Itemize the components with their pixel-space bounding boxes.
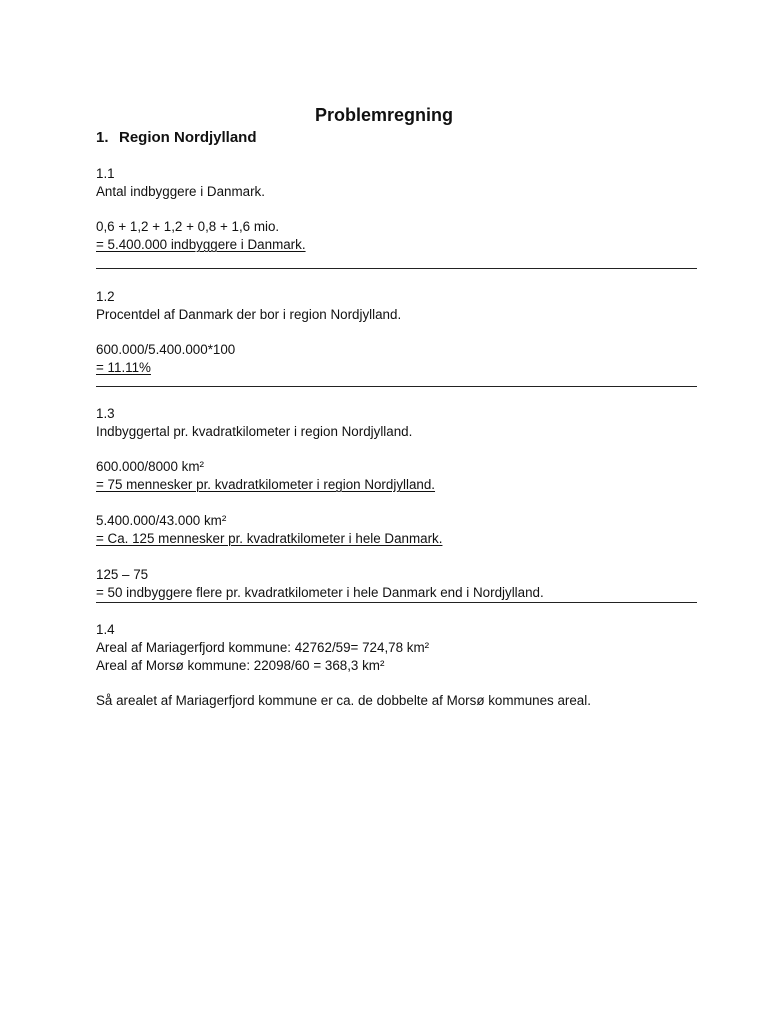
section-heading [96,128,257,148]
q1-3-result-1: = 75 mennesker pr. kvadratkilometer i region Nordjylland. [96,477,436,492]
q1-1-number: 1.1 [96,166,115,181]
q1-3-calculation-1: 600.000/8000 km² [96,459,204,474]
q1-2-result: = 11.11% [96,360,151,375]
q1-1-question: Antal indbyggere i Danmark. [96,184,265,199]
divider-rule [96,268,697,269]
q1-4-conclusion: Så arealet af Mariagerfjord kommune er ca. de dobbelte af Morsø kommunes areal. [96,693,591,708]
q1-4-line-2: Areal af Morsø kommune: 22098/60 = 368,3 km² [96,658,385,673]
q1-2-calculation: 600.000/5.400.000*100 [96,342,236,357]
q1-4-line-1: Areal af Mariagerfjord kommune: 42762/59= 724,78 km² [96,640,430,655]
q1-3-result-3: = 50 indbyggere flere pr. kvadratkilometer i hele Danmark end i Nordjylland. [96,585,544,600]
divider-rule [96,602,697,603]
q1-2-number: 1.2 [96,289,115,304]
document-title: Problemregning [314,105,453,125]
q1-1-calculation: 0,6 + 1,2 + 1,2 + 0,8 + 1,6 mio. [96,219,280,234]
q1-3-number: 1.3 [96,406,115,421]
q1-3-question: Indbyggertal pr. kvadratkilometer i region Nordjylland. [96,424,413,439]
q1-1-result: = 5.400.000 indbyggere i Danmark. [96,237,306,252]
q1-3-calculation-2: 5.400.000/43.000 km² [96,513,227,528]
section-title: Region Nordjylland [119,129,257,146]
section-number: 1. [96,129,109,146]
q1-4-number: 1.4 [96,622,115,637]
q1-3-calculation-3: 125 – 75 [96,567,149,582]
q1-2-question: Procentdel af Danmark der bor i region Nordjylland. [96,307,402,322]
q1-3-result-2: = Ca. 125 mennesker pr. kvadratkilometer i hele Danmark. [96,531,443,546]
divider-rule [96,386,697,387]
